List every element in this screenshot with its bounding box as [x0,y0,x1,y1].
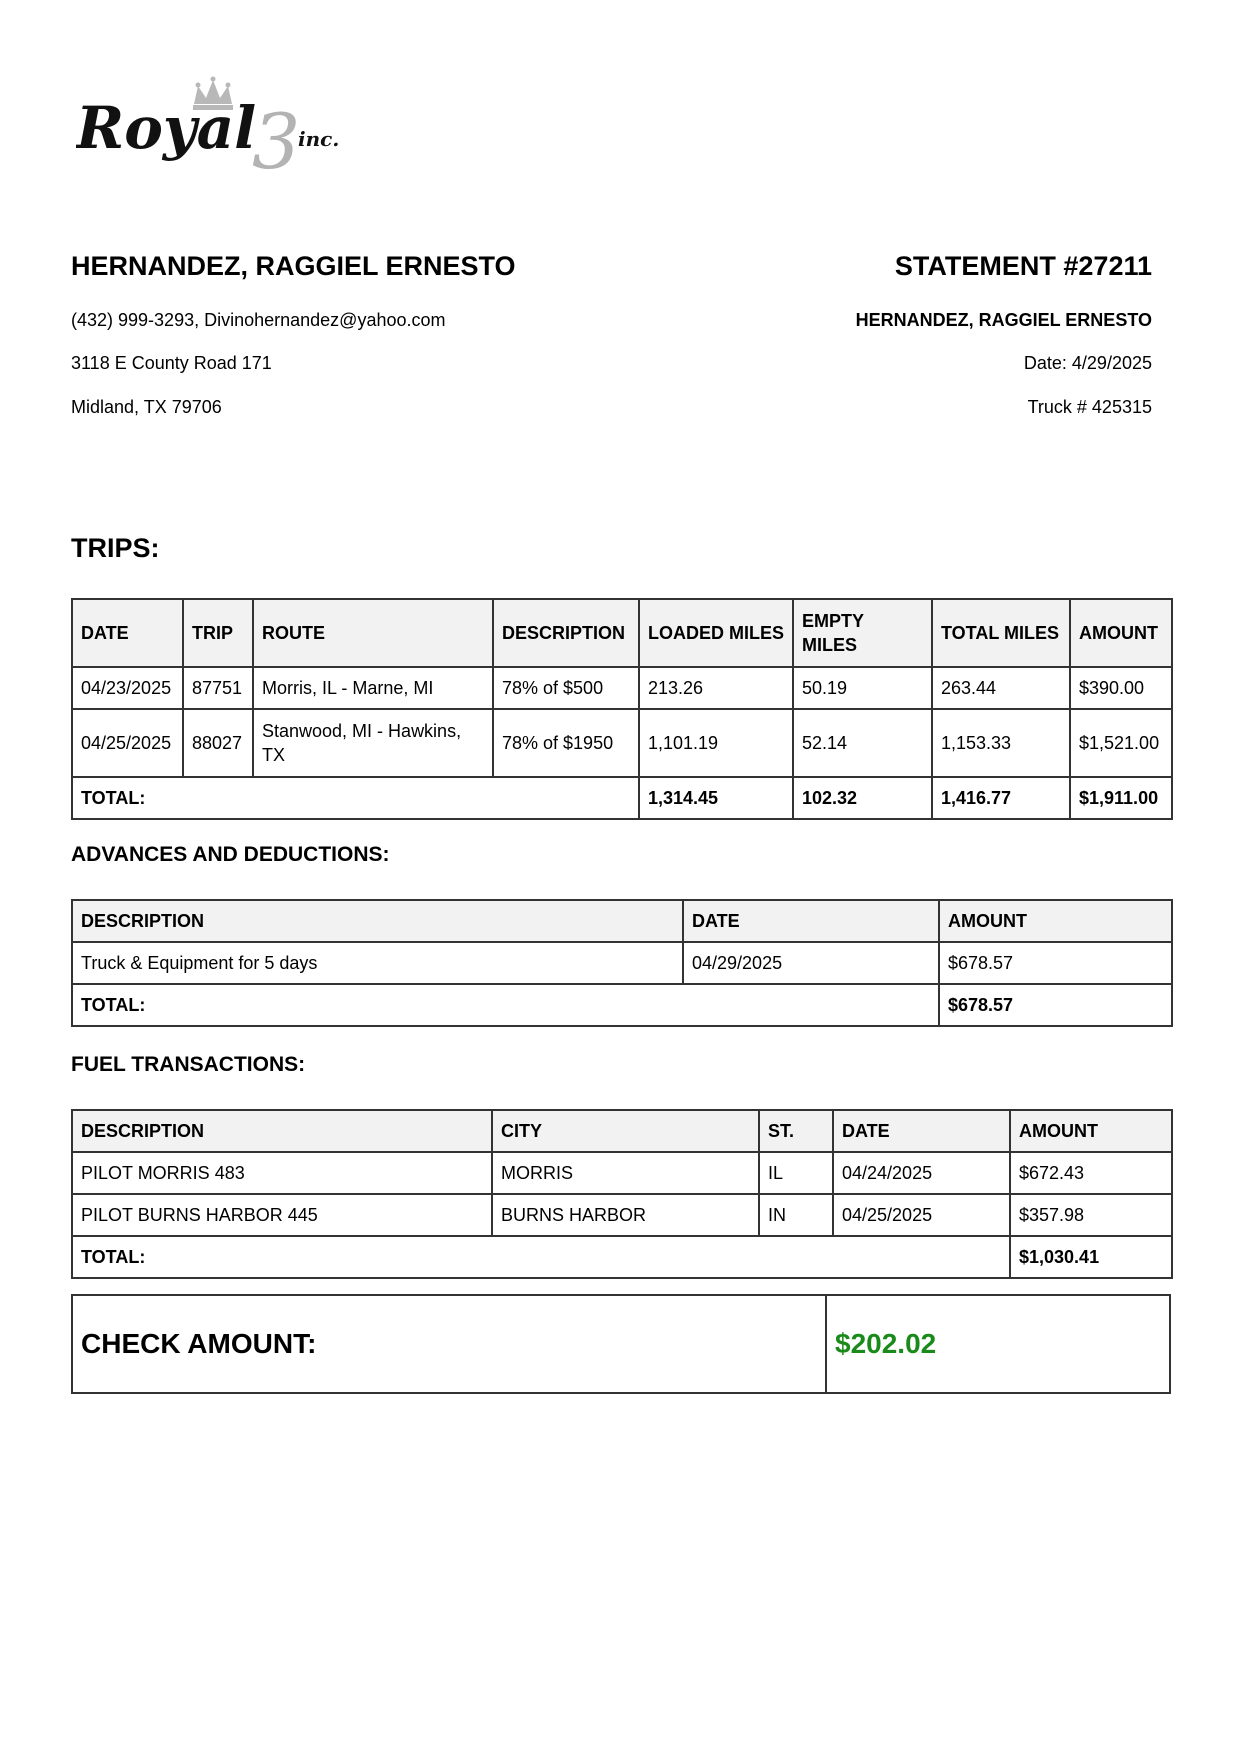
driver-contact: (432) 999-3293, Divinohernandez@yahoo.com [71,310,446,330]
col-header: LOADED MILES [639,599,793,667]
logo-brand-text: Royal [76,94,257,162]
table-row [72,1152,1172,1194]
table-cell: 78% of $500 [493,667,639,709]
col-header: CITY [492,1110,759,1152]
driver-name-heading: HERNANDEZ, RAGGIEL ERNESTO [71,251,516,281]
total-amount: $1,911.00 [1070,777,1172,819]
fuel-total-row [72,1236,1172,1278]
total-empty-miles: 102.32 [793,777,932,819]
col-header: DESCRIPTION [493,599,639,667]
col-header: EMPTY MILES [793,599,932,667]
driver-address-line2: Midland, TX 79706 [71,397,222,417]
table-cell: PILOT BURNS HARBOR 445 [72,1194,492,1236]
col-header: DESCRIPTION [72,1110,492,1152]
deductions-table [71,899,1173,1027]
table-cell: 04/29/2025 [683,942,939,984]
table-cell: Morris, IL - Marne, MI [253,667,493,709]
col-header: ST. [759,1110,833,1152]
col-header: TOTAL MILES [932,599,1070,667]
table-cell: MORRIS [492,1152,759,1194]
table-cell: $678.57 [939,942,1172,984]
logo-digit-text: 3 [252,97,301,186]
trips-header-row [72,599,1172,667]
deductions-total-amount: $678.57 [939,984,1172,1026]
statement-title: STATEMENT #27211 [894,251,1152,281]
col-header: DATE [683,900,939,942]
table-cell: 04/24/2025 [833,1152,1010,1194]
table-row [72,709,1172,777]
fuel-heading: FUEL TRANSACTIONS: [71,1053,306,1076]
table-cell: 263.44 [932,667,1070,709]
col-header: AMOUNT [1070,599,1172,667]
table-cell: Stanwood, MI - Hawkins, TX [253,709,493,777]
table-cell: 1,153.33 [932,709,1070,777]
deductions-header-row [72,900,1172,942]
table-cell: 04/25/2025 [72,709,183,777]
table-row [72,942,1172,984]
table-cell: $390.00 [1070,667,1172,709]
table-row [72,667,1172,709]
total-label: TOTAL: [72,1236,1010,1278]
fuel-table [71,1109,1173,1279]
col-header: AMOUNT [1010,1110,1172,1152]
check-amount-box [71,1294,1171,1394]
col-header: DATE [72,599,183,667]
statement-driver-name: HERNANDEZ, RAGGIEL ERNESTO [855,310,1152,330]
statement-truck: Truck # 425315 [1027,397,1152,417]
check-divider [825,1296,827,1392]
check-amount-label: CHECK AMOUNT: [81,1328,317,1359]
table-cell: $672.43 [1010,1152,1172,1194]
table-cell: $357.98 [1010,1194,1172,1236]
fuel-header-row [72,1110,1172,1152]
fuel-total-amount: $1,030.41 [1010,1236,1172,1278]
col-header: TRIP [183,599,253,667]
table-cell: BURNS HARBOR [492,1194,759,1236]
trips-table [71,598,1173,820]
statement-date: Date: 4/29/2025 [1023,353,1152,373]
deductions-total-row [72,984,1172,1026]
table-cell: 04/23/2025 [72,667,183,709]
total-miles: 1,416.77 [932,777,1070,819]
deductions-heading: ADVANCES AND DEDUCTIONS: [71,843,390,866]
table-cell: 1,101.19 [639,709,793,777]
check-amount-value: $202.02 [835,1328,937,1359]
royal3-logo-graphic [76,76,386,196]
total-loaded-miles: 1,314.45 [639,777,793,819]
total-label: TOTAL: [72,777,639,819]
col-header: AMOUNT [939,900,1172,942]
table-cell: IL [759,1152,833,1194]
col-header: DESCRIPTION [72,900,683,942]
table-cell: PILOT MORRIS 483 [72,1152,492,1194]
table-cell: 88027 [183,709,253,777]
table-cell: 04/25/2025 [833,1194,1010,1236]
table-cell: $1,521.00 [1070,709,1172,777]
trips-heading: TRIPS: [71,533,160,563]
col-header: ROUTE [253,599,493,667]
table-cell: 213.26 [639,667,793,709]
col-header: DATE [833,1110,1010,1152]
table-cell: 50.19 [793,667,932,709]
table-row [72,1194,1172,1236]
table-cell: 78% of $1950 [493,709,639,777]
driver-address-line1: 3118 E County Road 171 [71,353,272,373]
company-logo [76,76,386,196]
table-cell: IN [759,1194,833,1236]
total-label: TOTAL: [72,984,939,1026]
table-cell: Truck & Equipment for 5 days [72,942,683,984]
table-cell: 52.14 [793,709,932,777]
logo-suffix-text: inc. [298,127,340,151]
trips-total-row [72,777,1172,819]
table-cell: 87751 [183,667,253,709]
